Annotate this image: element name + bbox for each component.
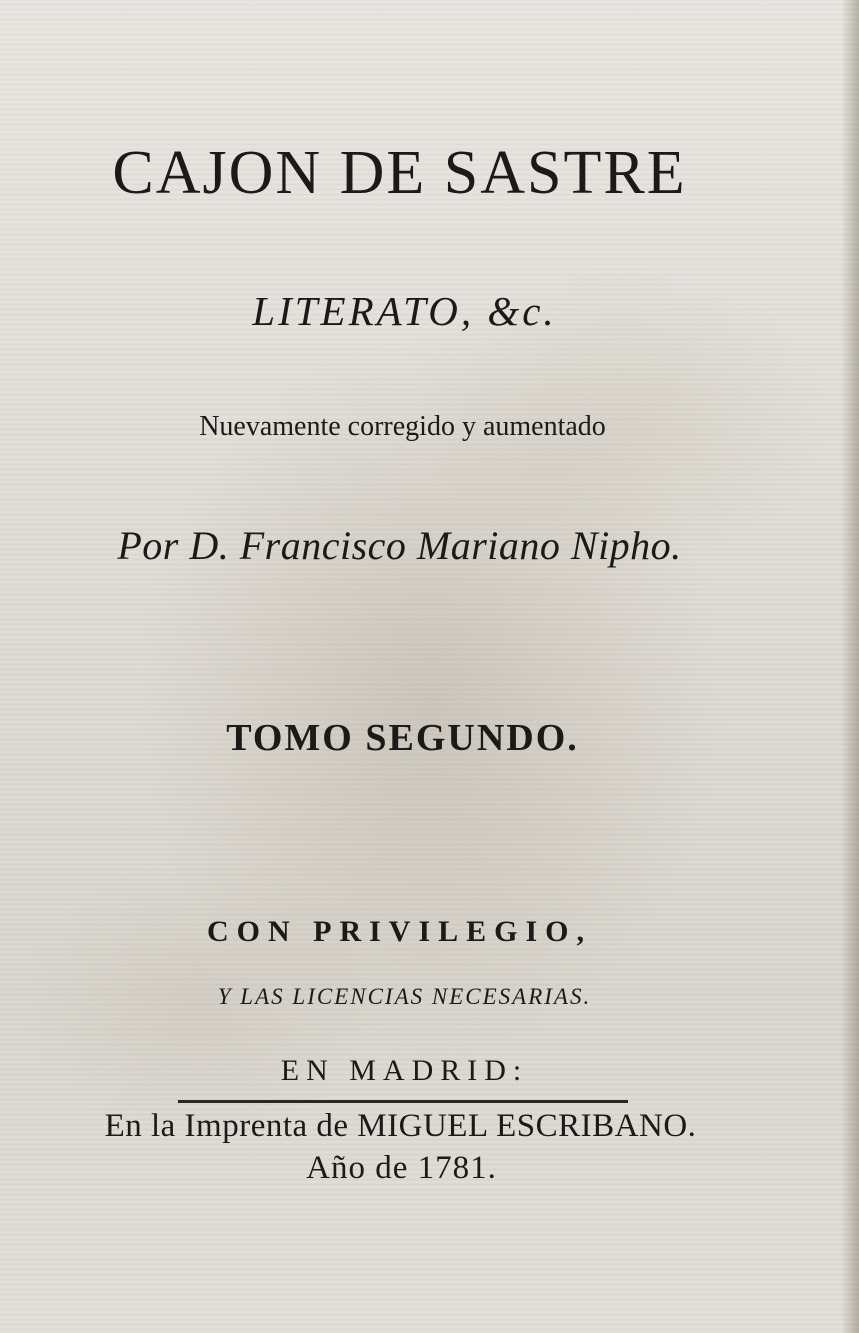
- printer-line: En la Imprenta de MIGUEL ESCRIBANO.: [104, 1108, 697, 1144]
- volume-label: TOMO SEGUNDO.: [226, 717, 579, 759]
- book-title: CAJON DE SASTRE: [112, 139, 687, 207]
- year-line: Año de 1781.: [306, 1150, 497, 1186]
- imprint-rule: [178, 1100, 628, 1103]
- licenses-line: Y LAS LICENCIAS NECESARIAS.: [217, 984, 592, 1009]
- privilege-line: CON PRIVILEGIO,: [206, 915, 593, 948]
- edition-note: Nuevamente corregido y aumentado: [199, 411, 606, 442]
- author-line: Por D. Francisco Mariano Nipho.: [117, 523, 682, 568]
- book-subtitle: LITERATO, &c.: [252, 288, 557, 334]
- place-of-printing: EN MADRID:: [280, 1054, 529, 1087]
- page-edge-shadow: [841, 0, 859, 1333]
